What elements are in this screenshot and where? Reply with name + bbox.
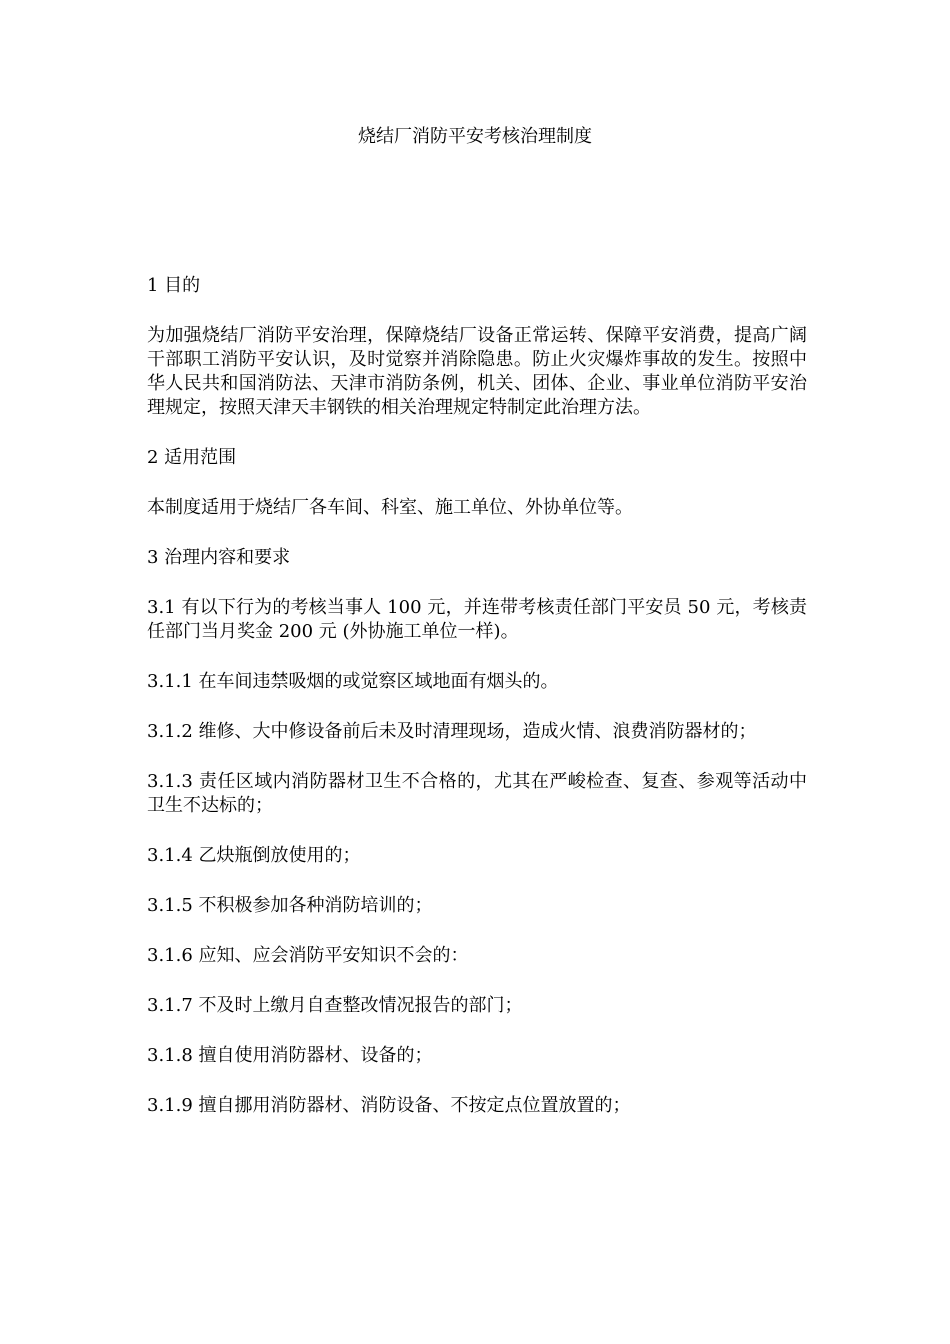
- clause-3-1-7: 3.1.7 不及时上缴月自查整改情况报告的部门；: [147, 995, 523, 1016]
- clause-3-1-2: 3.1.2 维修、大中修设备前后未及时清理现场，造成火情、浪费消防器材的；: [147, 721, 757, 742]
- document-title: 烧结厂消防平安考核治理制度: [358, 126, 592, 147]
- clause-3-1-8: 3.1.8 擅自使用消防器材、设备的；: [147, 1045, 433, 1066]
- paragraph-purpose: 为加强烧结厂消防平安治理，保障烧结厂设备正常运转、保障平安消费，提高广阔干部职工消防平安认识，及时觉察并消除隐患。防止火灾爆炸事故的发生。按照中华人民共和国消防法、天津市消防条例，机关、团体、企业、事业单位消防平安治理规定，按照天津天丰钢铁的相关治理规定特制定此治理方法。: [147, 325, 807, 418]
- document-body: [147, 274, 807, 1144]
- clause-3-1-1: 3.1.1 在车间违禁吸烟的或觉察区域地面有烟头的。: [147, 671, 559, 692]
- clause-3-1-5: 3.1.5 不积极参加各种消防培训的；: [147, 895, 433, 916]
- clause-3-1-4: 3.1.4 乙炔瓶倒放使用的；: [147, 845, 361, 866]
- section-heading-purpose: 1 目的: [147, 275, 201, 296]
- clause-3-1-9: 3.1.9 擅自挪用消防器材、消防设备、不按定点位置放置的；: [147, 1095, 631, 1116]
- clause-3-1: 3.1 有以下行为的考核当事人 100 元，并连带考核责任部门平安员 50 元，考核责任部门当月奖金 200 元 (外协施工单位一样)。: [147, 597, 807, 642]
- clause-3-1-3: 3.1.3 责任区域内消防器材卫生不合格的，尤其在严峻检查、复查、参观等活动中卫生不达标的；: [147, 771, 807, 816]
- paragraph-scope: 本制度适用于烧结厂各车间、科室、施工单位、外协单位等。: [147, 497, 633, 518]
- clause-3-1-6: 3.1.6 应知、应会消防平安知识不会的：: [147, 945, 469, 966]
- section-heading-scope: 2 适用范围: [147, 447, 237, 468]
- section-heading-content: 3 治理内容和要求: [147, 547, 291, 568]
